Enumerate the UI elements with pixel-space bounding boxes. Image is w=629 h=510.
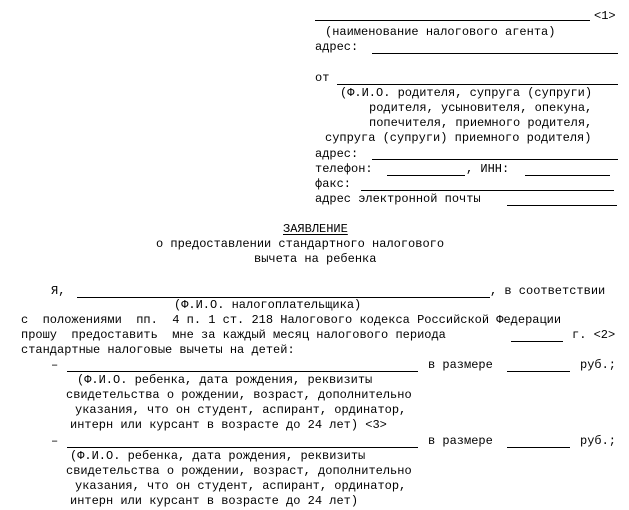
child1-dash: – xyxy=(51,358,59,372)
child1-caption-1: (Ф.И.О. ребенка, дата рождения, реквизиты xyxy=(77,373,373,387)
body-line-1: с положениями пп. 4 п. 1 ст. 218 Налогового кодекса Российской Федерации xyxy=(21,313,562,327)
agent-address-label: адрес: xyxy=(315,40,359,54)
document-subtitle-2: вычета на ребенка xyxy=(254,252,377,266)
child2-size-label: в размере xyxy=(428,434,493,448)
child2-amount-field[interactable] xyxy=(507,447,570,448)
child1-caption-3: указания, что он студент, аспирант, ординатор, xyxy=(75,403,407,417)
applicant-fio-caption-2: родителя, усыновителя, опекуна, xyxy=(369,101,593,115)
according-label: , в соответствии xyxy=(490,284,606,298)
fax-field[interactable] xyxy=(361,190,614,191)
applicant-fio-caption-1: (Ф.И.О. родителя, супруга (супруги) xyxy=(340,86,593,100)
child1-amount-field[interactable] xyxy=(507,371,570,372)
child1-caption-4: интерн или курсант в возрасте до 24 лет) <3> xyxy=(70,418,387,432)
from-label: от xyxy=(315,71,330,85)
agent-name-field[interactable] xyxy=(315,20,590,21)
child1-size-label: в размере xyxy=(428,358,493,372)
phone-field[interactable] xyxy=(387,175,465,176)
child1-info-field[interactable] xyxy=(67,371,418,372)
agent-address-field[interactable] xyxy=(372,53,618,54)
email-field[interactable] xyxy=(507,205,617,206)
child2-caption-3: указания, что он студент, аспирант, ординатор, xyxy=(75,479,407,493)
body-line-2: прошу предоставить мне за каждый месяц налогового периода xyxy=(21,328,446,342)
email-label: адрес электронной почты xyxy=(315,192,481,206)
child2-caption-2: свидетельства о рождении, возраст, дополнительно xyxy=(66,464,412,478)
applicant-fio-caption-4: супруга (супруги) приемного родителя) xyxy=(325,131,592,145)
child2-info-field[interactable] xyxy=(67,447,418,448)
tax-period-year-field[interactable] xyxy=(511,341,563,342)
footnote-ref-1: <1> xyxy=(594,9,616,23)
inn-label: , ИНН: xyxy=(466,162,510,176)
taxpayer-caption: (Ф.И.О. налогоплательщика) xyxy=(174,298,362,312)
inn-field[interactable] xyxy=(525,175,610,176)
i-label: Я, xyxy=(51,284,66,298)
applicant-fio-caption-3: попечителя, приемного родителя, xyxy=(369,116,593,130)
child2-rub-label: руб.; xyxy=(580,434,617,448)
applicant-fio-field[interactable] xyxy=(337,84,618,85)
child1-rub-label: руб.; xyxy=(580,358,617,372)
child2-dash: – xyxy=(51,434,59,448)
document-subtitle-1: о предоставлении стандартного налогового xyxy=(156,237,445,251)
applicant-address-label: адрес: xyxy=(315,147,359,161)
child1-caption-2: свидетельства о рождении, возраст, дополнительно xyxy=(66,388,412,402)
body-line-2-end: г. <2> xyxy=(572,328,616,342)
child2-caption-4: интерн или курсант в возрасте до 24 лет) xyxy=(70,494,359,508)
fax-label: факс: xyxy=(315,177,352,191)
agent-caption: (наименование налогового агента) xyxy=(325,25,556,39)
applicant-address-field[interactable] xyxy=(372,159,618,160)
document-title: ЗАЯВЛЕНИЕ xyxy=(283,222,348,236)
body-line-3: стандартные налоговые вычеты на детей: xyxy=(21,343,295,357)
child2-caption-1: (Ф.И.О. ребенка, дата рождения, реквизиты xyxy=(70,449,366,463)
phone-label: телефон: xyxy=(315,162,373,176)
